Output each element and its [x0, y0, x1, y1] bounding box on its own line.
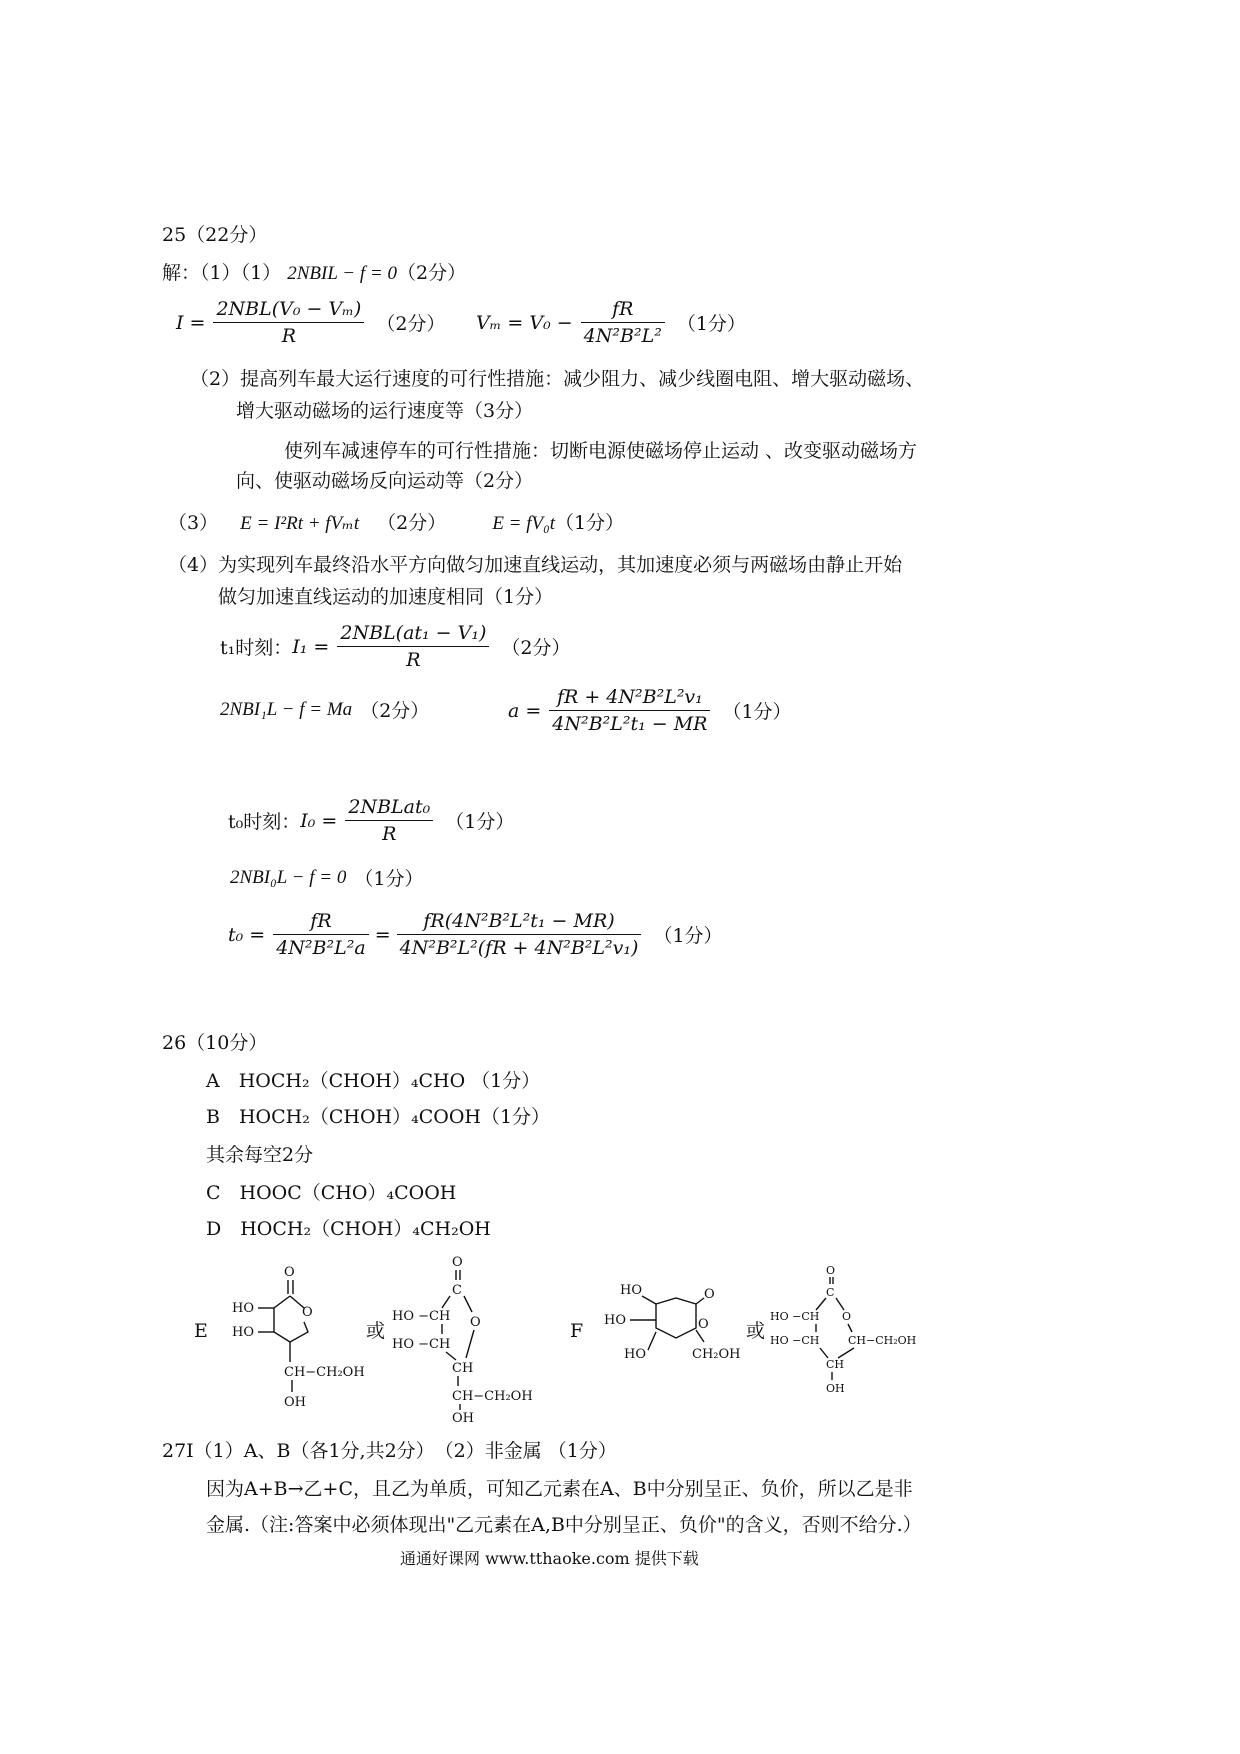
- atom-label: CH−CH₂OH: [452, 1389, 533, 1404]
- eq-force-score: （2分）: [360, 700, 430, 722]
- q27-line1: 27Ⅰ（1）A、B（各1分,共2分） （2）非金属 （1分）: [162, 1440, 617, 1462]
- q26-header: 26（10分）: [162, 1032, 268, 1054]
- atom-label: O: [470, 1315, 481, 1330]
- eq-current-denominator: R: [281, 325, 297, 347]
- eq-t0f-equals: =: [374, 923, 391, 946]
- eq-accel-numerator: fR + 4N²B²L²v₁: [549, 686, 710, 711]
- structure-e-lactone-ring: [226, 1262, 366, 1412]
- eq-t0f-denominator1: 4N²B²L²a: [276, 937, 366, 959]
- page-footer: 通通好课网 www.tthaoke.com 提供下载: [400, 1549, 699, 1568]
- q25-part2-line4: 向、使驱动磁场反向运动等（2分）: [236, 470, 534, 492]
- atom-label: OH: [284, 1395, 306, 1410]
- q26-answer-d: D HOCH₂（CHOH）₄CH₂OH: [206, 1218, 491, 1240]
- q25-eq-t1: [220, 622, 571, 671]
- q26-answer-a: A HOCH₂（CHOH）₄CHO （1分）: [206, 1070, 541, 1092]
- atom-label: HO −CH: [770, 1334, 820, 1347]
- q25-eq-current: [176, 298, 445, 347]
- atom-label: CH: [452, 1361, 474, 1376]
- atom-label: O: [842, 1310, 852, 1323]
- eq-t0f-numerator2: fR(4N²B²L²t₁ − MR): [397, 910, 642, 935]
- atom-label: HO: [624, 1347, 646, 1362]
- eq-accel-denominator: 4N²B²L²t₁ − MR: [552, 713, 708, 735]
- q25-part4-line1: （4）为实现列车最终沿水平方向做匀加速直线运动，其加速度必须与两磁场由静止开始: [168, 554, 903, 576]
- q26-answer-c: C HOOC（CHO）₄COOH: [206, 1182, 457, 1204]
- q25-header: 25（22分）: [162, 224, 268, 246]
- atom-label: HO: [620, 1283, 642, 1298]
- eq-current-lhs: I =: [176, 311, 206, 334]
- q25-part3-label: （3）: [168, 512, 219, 534]
- eq-t0f-lhs: t₀ =: [228, 923, 266, 946]
- atom-label: CH: [826, 1358, 845, 1371]
- eq-accel-lhs: a =: [508, 699, 542, 722]
- eq-vm-lhs: Vₘ = V₀ −: [476, 311, 573, 334]
- q25-part2-line1: （2）提高列车最大运行速度的可行性措施：减少阻力、减少线圈电阻、增大驱动磁场、: [190, 368, 925, 390]
- atom-label: O: [452, 1255, 463, 1270]
- eq-t0f-denominator2: 4N²B²L²(fR + 4N²B²L²v₁): [399, 937, 639, 959]
- eq-current-fraction: [213, 298, 364, 347]
- eq-vm-numerator: fR: [581, 298, 665, 323]
- q25-eq-force0: [230, 864, 423, 891]
- atom-label: O: [826, 1264, 836, 1277]
- q26-or-e: 或: [366, 1320, 386, 1342]
- q25-part2-line3: 使列车减速停车的可行性措施：切断电源使磁场停止运动 、改变驱动磁场方: [284, 440, 918, 462]
- eq-current-numerator: 2NBL(V₀ − Vₘ): [213, 298, 364, 323]
- q25-eq-accel: [508, 686, 792, 735]
- atom-label: HO: [232, 1325, 254, 1340]
- eq-t0-label: t₀时刻：: [228, 811, 301, 833]
- eq-t0-score: （1分）: [445, 811, 515, 833]
- eq-vm-score: （1分）: [676, 313, 746, 335]
- eq-vm-denominator: 4N²B²L²: [583, 325, 662, 347]
- atom-label: C: [826, 1286, 835, 1299]
- eq-t1-label: t₁时刻：: [220, 637, 293, 659]
- eq-t1-score: （2分）: [501, 637, 571, 659]
- eq-accel-fraction: [549, 686, 710, 735]
- atom-label: CH−CH₂OH: [284, 1365, 365, 1380]
- q25-part3-equation1: E = I²Rt + fVₘt: [240, 513, 360, 534]
- atom-label: CH₂OH: [692, 1347, 741, 1362]
- eq-t0-denominator: R: [382, 823, 397, 845]
- q26-or-f: 或: [746, 1320, 766, 1342]
- eq-t0-numerator: 2NBLat₀: [345, 796, 433, 821]
- q25-part3-score2: （1分）: [555, 512, 625, 534]
- atom-label: O: [302, 1305, 313, 1320]
- q25-part1: [162, 260, 466, 287]
- atom-label: C: [452, 1283, 462, 1298]
- atom-label: HO −CH: [392, 1309, 451, 1324]
- q26-rest-note: 其余每空2分: [206, 1144, 314, 1166]
- eq-vm-fraction: [581, 298, 665, 347]
- q27-line3: 金属.（注:答案中必须体现出"乙元素在A,B中分别呈正、负价"的含义，否则不给分.）: [206, 1514, 922, 1536]
- eq-t0f-numerator1: fR: [273, 910, 368, 935]
- q25-eq-vm: [476, 298, 746, 347]
- q25-part3: [168, 510, 624, 537]
- q25-eq-force: [220, 696, 429, 723]
- eq-t0-lhs: I₀ =: [300, 809, 338, 832]
- structure-f-alt-chain: [768, 1262, 928, 1412]
- atom-label: CH−CH₂OH: [848, 1334, 917, 1347]
- atom-label: O: [698, 1317, 709, 1332]
- eq-force0-equation: 2NBI₀L − f = 0: [230, 866, 347, 888]
- atom-label: OH: [826, 1382, 845, 1395]
- atom-label: OH: [452, 1411, 474, 1426]
- atom-label: HO −CH: [770, 1310, 820, 1323]
- q26-label-f: F: [570, 1320, 584, 1342]
- q25-part1-score: （2分）: [396, 262, 467, 284]
- atom-label: HO: [604, 1313, 626, 1328]
- q25-part1-label: 解：（1）（1）: [162, 262, 288, 284]
- q25-eq-t0: [228, 796, 514, 845]
- eq-t1-numerator: 2NBL(at₁ − V₁): [337, 622, 489, 647]
- atom-label: O: [284, 1265, 295, 1280]
- structure-f-pyranose: [604, 1280, 744, 1380]
- atom-label: O: [704, 1287, 715, 1302]
- q25-eq-t0-final: [228, 910, 723, 959]
- eq-t0-fraction: [345, 796, 433, 845]
- q25-part1-equation: 2NBIL − f = 0: [287, 263, 397, 284]
- q26-label-e: E: [194, 1320, 208, 1342]
- q25-part4-line2: 做匀加速直线运动的加速度相同（1分）: [218, 586, 554, 608]
- eq-accel-score: （1分）: [722, 701, 792, 723]
- eq-force-equation: 2NBI₁L − f = Ma: [220, 698, 353, 720]
- eq-t1-denominator: R: [406, 649, 421, 671]
- eq-t0f-fraction2: [397, 910, 642, 959]
- q26-answer-b: B HOCH₂（CHOH）₄COOH（1分）: [206, 1106, 551, 1128]
- eq-force0-score: （1分）: [354, 868, 424, 890]
- atom-label: HO: [232, 1301, 254, 1316]
- eq-t1-fraction: [337, 622, 489, 671]
- atom-label: HO −CH: [392, 1337, 451, 1352]
- q25-part3-equation2: E = fV₀t: [492, 513, 556, 534]
- eq-t0f-fraction1: [273, 910, 368, 959]
- q27-line2: 因为A+B→乙+C，且乙为单质，可知乙元素在A、B中分别呈正、负价，所以乙是非: [206, 1478, 913, 1500]
- eq-t1-lhs: I₁ =: [292, 635, 330, 658]
- q25-part3-score1: （2分）: [377, 512, 447, 534]
- eq-current-score: （2分）: [376, 313, 446, 335]
- eq-t0f-score: （1分）: [653, 925, 723, 947]
- q25-part2-line2: 增大驱动磁场的运行速度等（3分）: [236, 400, 534, 422]
- structure-e-alt-chain: [390, 1252, 540, 1426]
